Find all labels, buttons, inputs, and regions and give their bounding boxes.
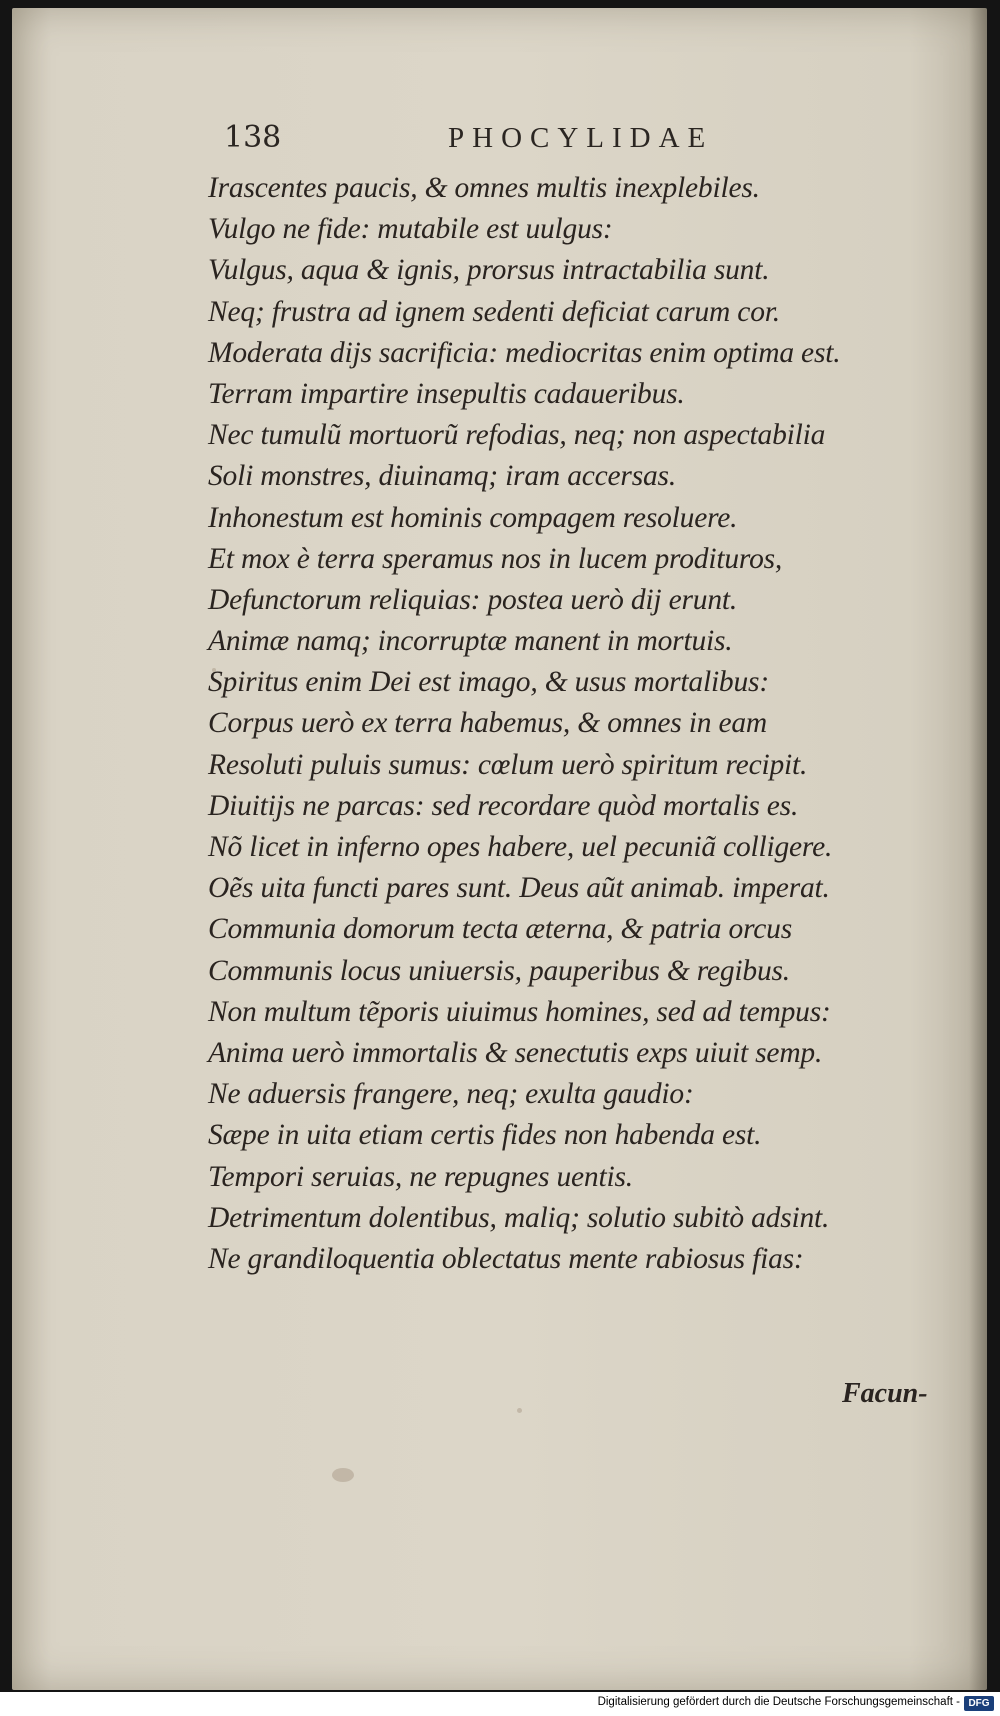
text-block [208,168,968,1280]
text-line: Communia domorum tecta æterna, & patria orcus [208,913,792,946]
text-line: Soli monstres, diuinamq; iram accersas. [208,460,677,493]
text-line: Vulgus, aqua & ignis, prorsus intractabilia sunt. [208,254,770,287]
text-line: Ne aduersis frangere, neq; exulta gaudio: [208,1078,694,1111]
text-line: Nec tumulũ mortuorũ refodias, neq; non aspectabilia [208,419,826,452]
text-line: Irascentes paucis, & omnes multis inexplebiles. [208,172,760,204]
catchword: Facun- [842,1378,928,1409]
text-line: Nõ licet in inferno opes habere, uel pecuniã colligere. [208,831,833,863]
text-line: Corpus uerò ex terra habemus, & omnes in eam [208,707,768,740]
page-edge-shadow [969,8,987,1690]
running-head: PHOCYLIDAE [448,122,714,154]
text-line: Tempori seruias, ne repugnes uentis. [208,1160,633,1193]
text-line: Non multum tẽporis uiuimus homines, sed ad tempus: [208,995,831,1028]
text-line: Ne grandiloquentia oblectatus mente rabiosus fias: [208,1242,804,1275]
text-line: Neq; frustra ad ignem sedenti deficiat carum cor. [208,295,780,328]
text-line: Moderata dijs sacrificia: mediocritas enim optima est. [208,336,841,369]
text-line: Inhonestum est hominis compagem resoluere. [208,501,738,534]
text-line: Et mox è terra speramus nos in lucem prodituros, [208,542,783,575]
text-line: Communis locus uniuersis, pauperibus & regibus. [208,954,790,987]
text-line: Vulgo ne fide: mutabile est uulgus: [208,213,613,246]
text-line: Sæpe in uita etiam certis fides non habenda est. [208,1119,762,1152]
text-line: Terram impartire insepultis cadaueribus. [208,377,685,410]
dfg-logo: DFG [964,1696,994,1711]
book-page [12,8,987,1690]
text-line: Defunctorum reliquias: postea uerò dij erunt. [208,583,738,616]
paper-stain [212,668,216,672]
text-line: Spiritus enim Dei est imago, & usus mortalibus: [208,666,769,699]
page-number: 138 [224,120,282,155]
text-line: Oẽs uita functi pares sunt. Deus aũt animab. imperat. [208,872,830,905]
text-line: Animæ namq; incorruptæ manent in mortuis. [208,625,733,658]
paper-stain [517,1408,522,1413]
text-line: Anima uerò immortalis & senectutis exps uiuit semp. [208,1036,823,1069]
page-header [224,120,794,162]
text-line: Resoluti puluis sumus: cœlum uerò spiritum recipit. [208,748,808,781]
paper-stain [332,1468,354,1482]
digitization-footer [0,1692,1000,1716]
text-line: Diuitijs ne parcas: sed recordare quòd mortalis es. [208,789,799,822]
text-line: Detrimentum dolentibus, maliq; solutio subitò adsint. [208,1201,830,1234]
funding-credit: Digitalisierung gefördert durch die Deutsche Forschungsgemeinschaft - [597,1696,960,1708]
